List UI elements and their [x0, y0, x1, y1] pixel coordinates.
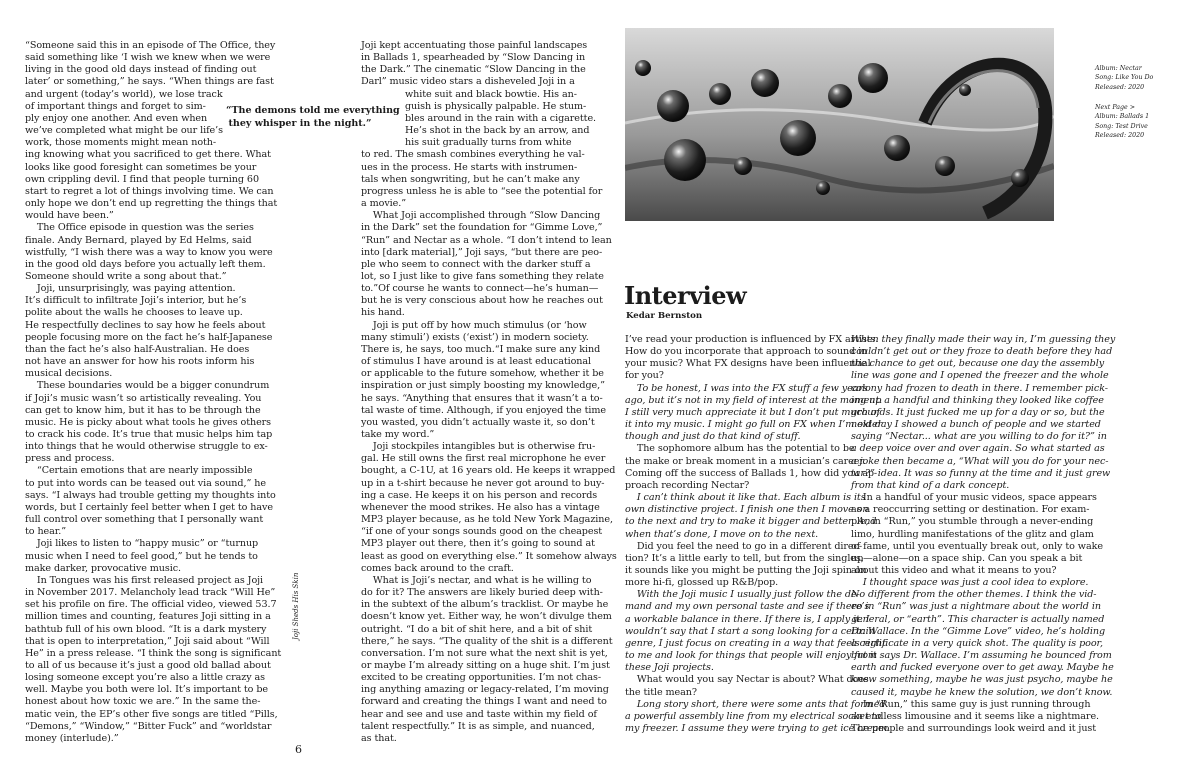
text-line: bles around in the rain with a cigarette. [405, 112, 597, 124]
text-line: The sophomore album has the potential to be [625, 443, 855, 455]
text-line: you wasted, you didn’t actually waste it, so don’t [361, 416, 595, 428]
text-line: Someone should write a song about that.” [25, 270, 227, 282]
text-line: if Joji’s music wasn’t so artistically revealing. You [25, 392, 262, 404]
text-line: matic vein, the EP’s other five songs are titled “Pills, [25, 708, 278, 720]
text-line: progress unless he is able to “see the potential for [361, 185, 603, 197]
text-line: The Office episode in question was the series [25, 222, 254, 234]
text-line: saying “Nectar... what are you willing to do for it?” in [851, 431, 1107, 443]
article-column-2 [361, 40, 617, 745]
photo-caption-current [1095, 64, 1153, 92]
text-line: These boundaries would be a bigger conundrum [25, 380, 270, 392]
text-line: million times and counting, features Joji sitting in a [25, 611, 271, 623]
text-line: ago, but it’s not in my field of interest at the moment. [625, 394, 883, 406]
caption-line: Album: Nectar [1095, 65, 1142, 72]
caption-line: Released: 2020 [1095, 83, 1145, 91]
text-line: How do you incorporate that approach to sound in [625, 346, 868, 358]
text-line: ing a case. He keeps it on his person and records [361, 489, 598, 501]
text-line: to put into words can be teased out via sound,” he [25, 477, 266, 489]
caption-line: Next Page > [1095, 104, 1136, 111]
text-line: I can’t think about it like that. Each album is its [625, 492, 866, 504]
text-line: MP3 player because, as he told New York Magazine, [361, 514, 613, 526]
text-line: Joji kept accentuating those painful landscapes [361, 40, 588, 51]
text-line: I still very much appreciate it but I don’t put much of [625, 406, 881, 418]
text-line: of important things and forget to sim- [25, 100, 206, 112]
text-line: start to regret a lot of things involving time. We can [25, 185, 274, 197]
text-line: knew something, maybe he was just psycho, maybe he [851, 674, 1113, 686]
text-line: and urgent (today’s world), we lose track [25, 88, 223, 100]
text-line: my freezer. I assume they were trying to get ice cream. [625, 723, 891, 734]
photo-caption-next-page [1095, 103, 1149, 141]
text-line: says. “I always had trouble getting my thoughts into [25, 489, 276, 501]
text-line: wouldn’t say that I start a song looking for a certain [625, 625, 875, 637]
text-line: his hand. [361, 307, 405, 319]
text-line: would have been.” [25, 210, 114, 222]
text-line: What Joji accomplished through “Slow Dancing [361, 210, 601, 222]
interview-author: Kedar Bernston [626, 311, 703, 321]
text-line: it into my music. I might go full on FX when I’m older [625, 419, 883, 431]
text-line: words, but I certainly feel better when I get to have [25, 501, 273, 513]
text-line: I thought space was just a cool idea to explore. [851, 577, 1089, 589]
text-line: as that. [361, 732, 397, 744]
text-line: Long story short, there were some ants that formed [625, 698, 886, 710]
text-line: Dr. Wallace. In the “Gimme Love” video, he’s holding [851, 625, 1106, 637]
text-line: In Tongues was his first released project as Joji [25, 574, 264, 586]
text-line: but it says Dr. Wallace. I’m assuming he bounced from [851, 650, 1112, 662]
text-line: do for it? The answers are likely buried deep with- [361, 587, 603, 599]
text-line: genre, I just focus on creating in a way that feels right [625, 637, 887, 649]
text-line: ple, in “Run,” you stumble through a never-ending [851, 516, 1094, 528]
text-line: looks like good foresight can sometimes be your [25, 161, 257, 173]
text-line: when that’s done, I move on to the next. [625, 528, 819, 540]
text-line: mand and my own personal taste and see if there’s [625, 601, 870, 613]
text-line: the Dark.” The cinematic “Slow Dancing in the [361, 64, 586, 76]
text-line: losing someone except you’re also a little crazy as [25, 672, 265, 684]
text-line: a workable balance in there. If there is, I apply it. I [625, 613, 870, 625]
text-line: finale. Andy Bernard, played by Ed Helms, said [25, 234, 252, 246]
text-line: a certificate in a very quick shot. The quality is poor, [851, 637, 1103, 649]
text-line: music when I need to feel good,” but he tends to [25, 550, 258, 562]
text-line: make darker, provocative music. [25, 562, 181, 574]
text-line: to all of us because it’s just a good old ballad about [25, 659, 271, 671]
text-line: an endless limousine and it seems like a nightmare. [851, 710, 1100, 722]
text-line: own crippling devil. I find that people turning 60 [25, 173, 259, 185]
text-line: With the Joji music I usually just follow the de- [625, 589, 860, 601]
text-line: for you? [625, 370, 664, 382]
text-line: his suit gradually turns from white [405, 137, 572, 149]
text-line: ing up a handful and thinking they looked like coffee [851, 394, 1104, 406]
text-line: to crack his code. It’s true that music helps him tap [25, 429, 273, 440]
text-line: general, or “earth”. This character is actually named [851, 613, 1105, 625]
text-line: “Demons,” “Window,” “Bitter Fuck” and “worldstar [25, 720, 272, 732]
text-line: What would you say Nectar is about? What does [625, 674, 869, 686]
photo-artwork [625, 28, 1054, 221]
text-line: Coming off the success of Ballads 1, how did you ap- [625, 467, 878, 479]
text-line: only hope we don’t end up regretting the things that [25, 198, 278, 210]
text-line: MP3 player out there, then it’s going to sound at [361, 538, 595, 550]
text-line: Joji is put off by how much stimulus (or ‘how [361, 319, 587, 331]
text-line: next day I showed a bunch of people and we started [851, 419, 1101, 431]
text-line: up—alone—on a space ship. Can you speak a bit [851, 552, 1083, 564]
text-line: own distinctive project. I finish one then I move on [625, 504, 869, 516]
text-line: Darl” music video stars a disheveled Joji in a [361, 76, 575, 88]
text-line: ing anything amazing or legacy-related, I’m moving [361, 684, 609, 696]
text-line: of stimulus I have around is at least educational [361, 356, 592, 368]
caption-line: Song: Test Drive [1095, 122, 1148, 130]
text-line: proach recording Nectar? [625, 479, 750, 491]
text-line: Joji, unsurprisingly, was paying attention. [25, 283, 236, 295]
text-line: ing knowing what you sacrificed to get there. What [25, 149, 271, 161]
text-line: What is Joji’s nectar, and what is he willing to [361, 574, 592, 586]
text-line: in the good old days before you actually left them. [25, 258, 266, 270]
text-line: gal. He still owns the first real microphone he ever [361, 453, 606, 465]
text-line: earth and fucked everyone over to get away. Maybe he [851, 662, 1114, 674]
text-line: well. Maybe you both were lol. It’s important to be [25, 684, 269, 696]
caption-line: Song: Like You Do [1095, 74, 1154, 82]
text-line: as a reoccurring setting or destination. For exam- [851, 504, 1090, 516]
text-line: tion? It’s a little early to tell, but from the singles, [625, 552, 864, 564]
text-line: a deep voice over and over again. So what started as [851, 443, 1105, 455]
text-line: tals when songwriting, but he can’t make any [361, 173, 580, 185]
text-line: honest about how toxic we are.” In the same the- [25, 696, 261, 708]
text-line: couldn’t get out or they froze to death before they had [851, 346, 1113, 358]
text-line: living in the good old days instead of finding out [25, 64, 257, 76]
text-line: tal waste of time. Although, if you enjoyed the time [361, 404, 606, 416]
text-line: there,” he says. “The quality of the shit is a different [361, 635, 613, 647]
text-line: colony had frozen to death in there. I remember pick- [851, 382, 1108, 394]
text-line: Did you feel the need to go in a different direc- [625, 540, 862, 552]
text-line: in November 2017. Melancholy lead track “Will He” [25, 587, 276, 599]
text-line: least as good on everything else.” It somehow always [361, 550, 617, 562]
text-line: guish is physically palpable. He stum- [405, 100, 587, 112]
text-line: Joji likes to listen to “happy music” or “turnup [25, 538, 259, 550]
text-line: grounds. It just fucked me up for a day or so, but the [851, 406, 1105, 418]
text-line: in the subtext of the album’s tracklist. Or maybe he [361, 599, 609, 611]
text-line: Joji stockpiles intangibles but is otherwise fru- [361, 441, 596, 453]
text-line: It’s difficult to infiltrate Joji’s interior, but he’s [25, 295, 247, 307]
pull-quote [226, 104, 400, 130]
text-line: these Joji projects. [625, 662, 714, 674]
text-line: “Certain emotions that are nearly impossible [25, 465, 253, 477]
text-line: music. He is picky about what tools he gives others [25, 416, 272, 428]
text-line: the title mean? [625, 686, 697, 698]
text-line: not have an answer for how his roots inform his [25, 356, 255, 368]
text-line: He respectfully declines to say how he feels about [25, 319, 266, 331]
text-line: forward and creating the things I want and need to [361, 696, 607, 708]
text-line: that is open to interpretation,” Joji said about “Will [25, 635, 270, 647]
text-line: into [dark material],” Joji says, “but there are peo- [361, 246, 603, 258]
text-line: outright. “I do a bit of shit here, and a bit of shit [361, 623, 593, 635]
text-line: ply enjoy one another. And even when [25, 112, 208, 124]
caption-line: Released: 2020 [1095, 132, 1145, 140]
text-line: lot, so I just like to give fans something they relate [361, 270, 604, 282]
text-line: we’ve completed what might be our life’s [25, 125, 223, 137]
text-line: to the next and try to make it bigger and better. And [625, 516, 877, 528]
text-line: conversation. I’m not sure what the next shit is yet, [361, 647, 608, 659]
text-line: caused it, maybe he knew the solution, we don’t know. [851, 686, 1113, 698]
text-line: “if one of your songs sounds good on the cheapest [361, 526, 603, 538]
text-line: musical decisions. [25, 368, 113, 380]
text-line: a movie.” [361, 198, 407, 210]
text-line: more hi-fi, glossed up R&B/pop. [625, 577, 779, 589]
text-line: bought, a C-1U, at 16 years old. He keeps it wrapped [361, 465, 616, 477]
text-line: doesn’t know yet. Either way, he won’t divulge them [361, 611, 612, 623]
text-line: talent respectfully.” It is as simple, and nuanced, [361, 720, 595, 732]
text-line: can get to know him, but it has to be through the [25, 404, 261, 416]
vertical-running-title: Joji Sheds His Skin [292, 572, 300, 640]
text-line: bathtub full of his own blood. “It is a dark mystery [25, 623, 267, 635]
text-line: to.”Of course he wants to connect—he’s human— [361, 283, 599, 295]
text-line: of fame, until you eventually break out, only to wake [851, 540, 1103, 552]
pull-quote-line: “The demons told me everything [226, 105, 400, 116]
text-line: ues in the process. He starts with instrumen- [361, 161, 578, 173]
text-line: the chance to get out, because one day the assembly [851, 358, 1105, 370]
text-line: line was gone and I opened the freezer and the whole [851, 370, 1109, 382]
text-line: In a handful of your music videos, space appears [851, 492, 1097, 504]
text-line: “Someone said this in an episode of The Office, they [25, 40, 276, 51]
text-line: people focusing more on the fact he’s half-Japanese [25, 331, 273, 343]
text-line: about this video and what it means to you? [851, 564, 1057, 576]
text-line: a joke then became a, “What will you do for your nec- [851, 455, 1109, 467]
text-line: There is, he says, too much.“I make sure any kind [361, 343, 601, 355]
text-line: or maybe I’m already sitting on a huge shit. I’m just [361, 659, 610, 671]
text-line: The people and surroundings look weird and it just [851, 723, 1097, 734]
text-line: To be honest, I was into the FX stuff a few years [625, 382, 868, 394]
text-line: In “Run,” this same guy is just running through [851, 698, 1091, 710]
text-line: I’ve read your production is influenced by FX artists. [625, 334, 879, 345]
bubbles-teapot-photo [625, 28, 1054, 221]
text-line: wistfully, “I wish there was a way to know you were [25, 246, 273, 258]
text-line: said something like ‘I wish we knew when we were [25, 52, 271, 64]
text-line: take my word.” [361, 429, 435, 440]
text-line: from that kind of a dark concept. [851, 479, 1010, 491]
text-line: money (interlude).” [25, 732, 119, 744]
text-line: to me and look for things that people will enjoy from [625, 650, 877, 662]
interview-title: Interview [624, 281, 747, 310]
text-line: polite about the walls he chooses to leave up. [25, 307, 243, 319]
text-line: later’ or something,” he says. “When things are fast [25, 76, 274, 88]
article-column-1 [25, 40, 282, 745]
interview-column-2 [851, 334, 1116, 735]
page-number: 6 [295, 743, 302, 756]
text-line: than the fact he’s also half-Australian. He does [25, 343, 250, 355]
text-line: but he is very conscious about how he reaches out [361, 295, 603, 307]
text-line: into things that he would otherwise struggle to ex- [25, 441, 268, 453]
text-line: tar?” idea. It was so funny at the time and it just grew [851, 467, 1111, 479]
interview-column-1 [625, 334, 891, 735]
text-line: No different from the other themes. I think the vid- [851, 589, 1097, 601]
text-line: excited to be creating opportunities. I’m not chas- [361, 672, 601, 684]
text-line: he says. “Anything that ensures that it wasn’t a to- [361, 392, 603, 404]
text-line: He” in a press release. “I think the song is significant [25, 647, 282, 659]
text-line: hear and see and use and taste within my field of [361, 708, 597, 720]
caption-line: Album: Ballads 1 [1095, 113, 1150, 121]
text-line: eo in “Run” was just a nightmare about the world in [851, 601, 1101, 613]
text-line: “Run” and Nectar as a whole. “I don’t intend to lean [361, 234, 612, 246]
text-line: in Ballads 1, spearheaded by “Slow Dancing in [361, 52, 586, 64]
text-line: When they finally made their way in, I’m guessing they [851, 334, 1116, 345]
text-line: to red. The smash combines everything he val- [361, 149, 585, 161]
text-line: to hear.” [25, 526, 67, 538]
text-line: comes back around to the craft. [361, 562, 514, 574]
text-line: a powerful assembly line from my electrical socket to [625, 710, 882, 722]
pull-quote-line: they whisper in the night.” [228, 118, 372, 129]
text-line: or applicable to the future somehow, whether it be [361, 368, 604, 380]
text-line: it sounds like you might be putting the Joji spin on [625, 564, 867, 576]
text-line: though and just do that kind of stuff. [625, 431, 801, 443]
text-line: ple who seem to connect with the darker stuff a [361, 258, 591, 270]
text-line: many stimuli’) exists (‘exist’) in modern society. [361, 331, 589, 343]
text-line: whenever the mood strikes. He also has a vintage [361, 501, 600, 513]
text-line: in the Dark” set the foundation for “Gimme Love,” [361, 222, 603, 234]
text-line: set his profile on fire. The official video, viewed 53.7 [25, 599, 277, 611]
text-line: press and process. [25, 453, 115, 465]
text-line: full control over something that I personally want [25, 514, 264, 526]
text-line: He’s shot in the back by an arrow, and [405, 125, 590, 137]
text-line: work, those moments might mean noth- [25, 137, 217, 149]
text-line: the make or break moment in a musician’s career. [625, 455, 866, 467]
text-line: inspiration or just simply boosting my knowledge,” [361, 380, 605, 392]
text-line: your music? What FX designs have been influential [625, 358, 871, 370]
text-line: limo, hurdling manifestations of the glitz and glam [851, 528, 1094, 540]
text-line: up in a t-shirt because he never got around to buy- [361, 477, 605, 489]
text-line: white suit and black bowtie. His an- [405, 88, 577, 100]
